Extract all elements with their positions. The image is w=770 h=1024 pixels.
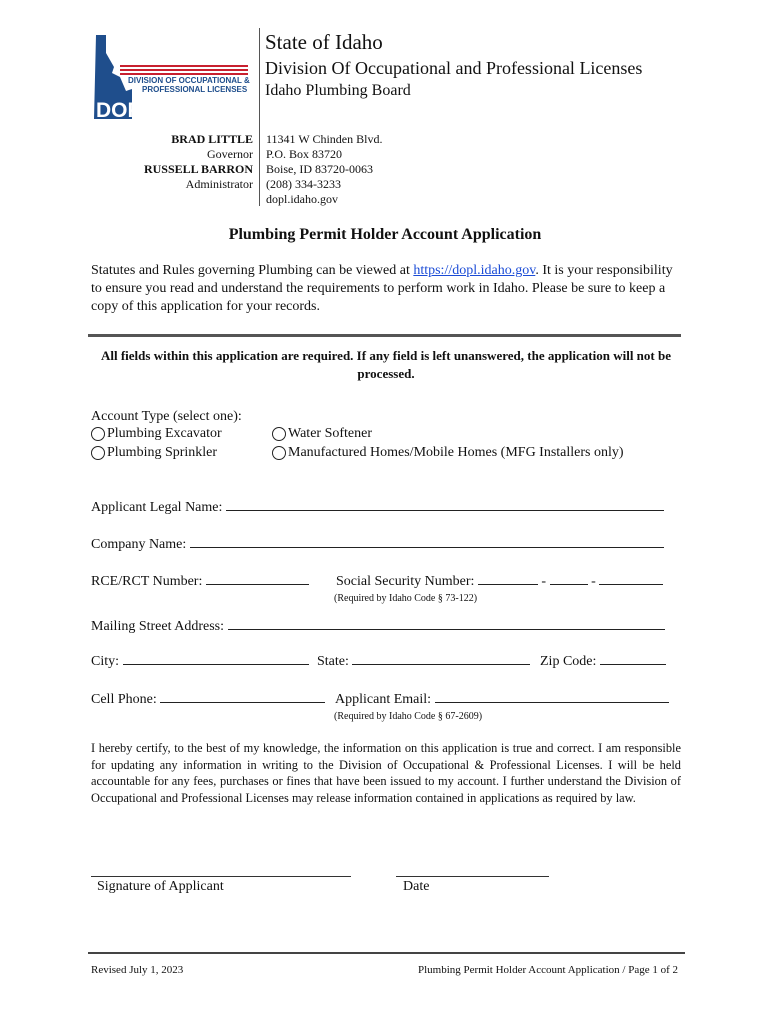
state-title: State of Idaho (265, 30, 383, 54)
address-block (266, 132, 382, 207)
dopl-website-link[interactable]: https://dopl.idaho.gov (413, 263, 536, 278)
mailing-address-field[interactable]: Mailing Street Address: (91, 617, 665, 635)
header-divider (259, 28, 260, 206)
state-input[interactable] (352, 652, 530, 665)
option-manufactured-homes[interactable]: Manufactured Homes/Mobile Homes (MFG Installers only) (272, 445, 624, 461)
board-title: Idaho Plumbing Board (265, 82, 411, 99)
address-line: (208) 334-3233 (266, 177, 341, 191)
governor-name: BRAD LITTLE (171, 132, 253, 146)
ssn-part2-input[interactable] (550, 572, 588, 585)
admin-title: Administrator (185, 177, 253, 191)
zip-input[interactable] (600, 652, 666, 665)
account-type-label: Account Type (select one): (91, 409, 242, 424)
revised-date: Revised July 1, 2023 (91, 964, 184, 976)
city-field[interactable]: City: (91, 652, 309, 670)
admin-name: RUSSELL BARRON (143, 162, 253, 176)
ssn-part1-input[interactable] (478, 572, 538, 585)
ssn-note: (Required by Idaho Code § 73-122) (334, 593, 478, 604)
ssn-field[interactable]: Social Security Number: - - (336, 572, 663, 590)
radio-circle-icon[interactable] (91, 446, 105, 460)
address-line: P.O. Box 83720 (266, 147, 343, 161)
logo-line2: PROFESSIONAL LICENSES (142, 85, 248, 94)
legal-name-input[interactable] (226, 498, 664, 511)
email-field[interactable]: Applicant Email: (335, 690, 669, 708)
ssn-part3-input[interactable] (599, 572, 663, 585)
required-notice: All fields within this application are required. If any field is left unanswered, the application will not be processed. (100, 348, 671, 381)
date-label: Date (403, 879, 430, 894)
radio-circle-icon[interactable] (91, 427, 105, 441)
address-line: dopl.idaho.gov (266, 192, 338, 206)
intro-text: Statutes and Rules governing Plumbing can be viewed at https://dopl.idaho.gov. It is your responsibility to ensure you read and understand the requirements to perform work in Idaho. Please be sure to keep a copy of this application for your records. (91, 263, 673, 314)
cell-phone-field[interactable]: Cell Phone: (91, 690, 325, 708)
officials-block (144, 132, 253, 192)
dopl-logo (92, 33, 252, 121)
option-water-softener[interactable]: Water Softener (272, 426, 372, 442)
mailing-address-input[interactable] (228, 617, 665, 630)
email-note: (Required by Idaho Code § 67-2609) (334, 711, 483, 722)
zip-field[interactable]: Zip Code: (540, 652, 666, 670)
section-divider (88, 334, 681, 337)
form-title: Plumbing Permit Holder Account Application (228, 226, 542, 243)
radio-circle-icon[interactable] (272, 427, 286, 441)
company-name-field[interactable]: Company Name: (91, 535, 664, 553)
legal-name-field[interactable]: Applicant Legal Name: (91, 498, 664, 516)
email-input[interactable] (435, 690, 669, 703)
address-line: Boise, ID 83720-0063 (266, 162, 373, 176)
rce-number-field[interactable]: RCE/RCT Number: (91, 572, 309, 590)
address-line: 11341 W Chinden Blvd. (266, 132, 383, 146)
page-info: Plumbing Permit Holder Account Application / Page 1 of 2 (418, 964, 678, 976)
company-name-input[interactable] (190, 535, 664, 548)
option-plumbing-sprinkler[interactable]: Plumbing Sprinkler (91, 445, 217, 461)
logo-line1: DIVISION OF OCCUPATIONAL & (128, 76, 250, 85)
option-plumbing-excavator[interactable]: Plumbing Excavator (91, 426, 222, 442)
rce-number-input[interactable] (206, 572, 309, 585)
signature-line[interactable] (91, 876, 351, 877)
footer-divider (88, 952, 685, 954)
logo-abbrev: DOPL (96, 99, 155, 121)
date-line[interactable] (396, 876, 549, 877)
cell-phone-input[interactable] (160, 690, 325, 703)
state-field[interactable]: State: (317, 652, 530, 670)
governor-title: Governor (207, 147, 253, 161)
division-title: Division Of Occupational and Professional Licenses (265, 58, 643, 78)
radio-circle-icon[interactable] (272, 446, 286, 460)
signature-label: Signature of Applicant (97, 879, 224, 894)
certification-text: I hereby certify, to the best of my knowledge, the information on this application is true and correct. I am responsible for updating any information in writing to the Division of Occupational & Professional Licenses. I will be held accountable for any fees, purchases or fines that have been issued to my account. I further understand the Division of Occupational and Professional Licenses may release information contained in applications as required by law. (91, 741, 681, 805)
city-input[interactable] (123, 652, 309, 665)
